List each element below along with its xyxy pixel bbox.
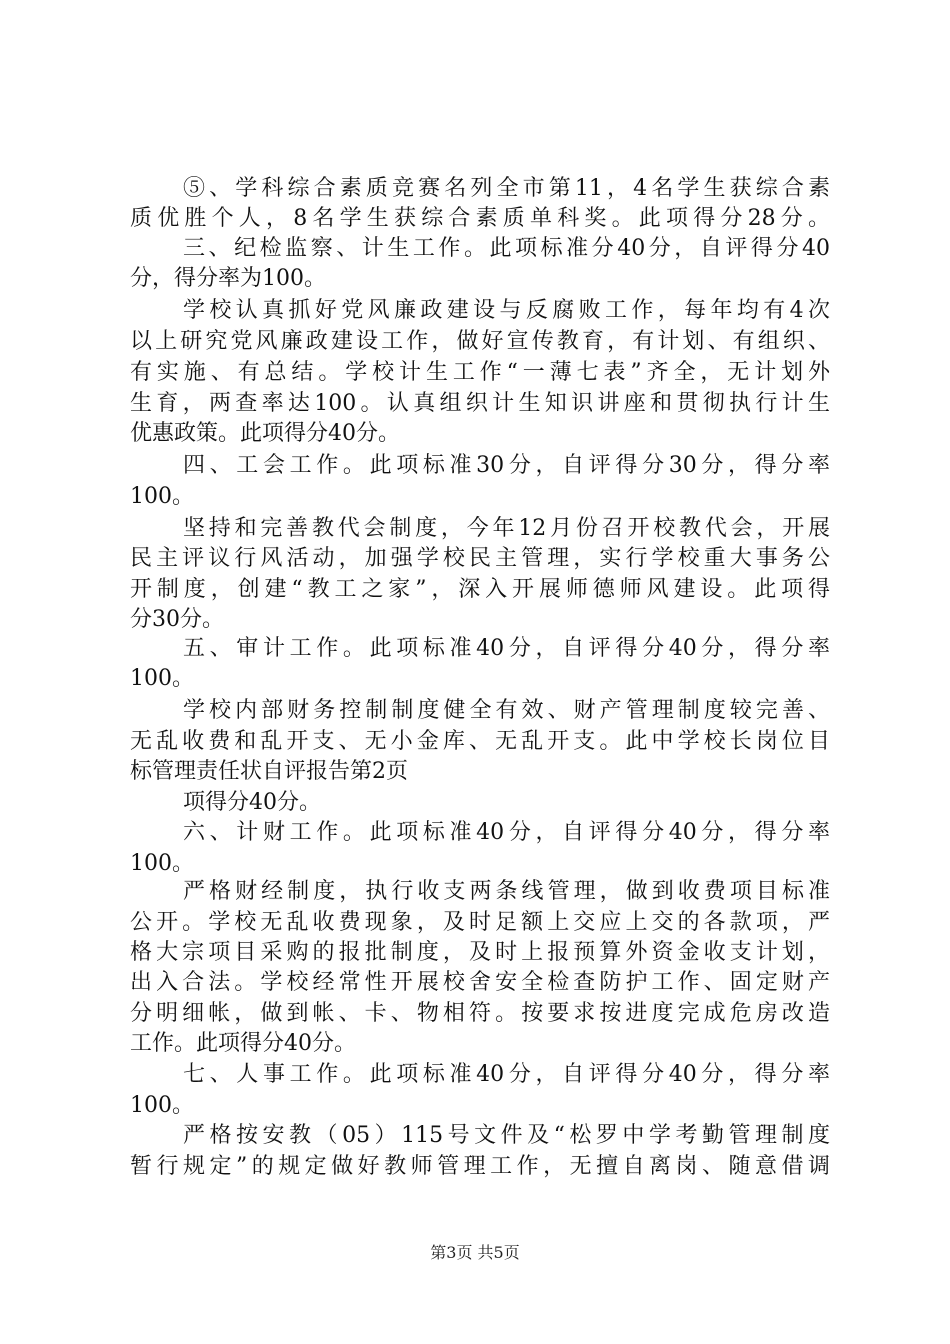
text-line: 民主评议行风活动，加强学校民主管理，实行学校重大事务公 bbox=[130, 546, 830, 571]
text-line: 三、纪检监察、计生工作。此项标准分40分，自评得分40 bbox=[183, 236, 830, 261]
text-line: 暂行规定”的规定做好教师管理工作，无擅自离岗、随意借调 bbox=[130, 1154, 830, 1179]
text-line: 分明细帐，做到帐、卡、物相符。按要求按进度完成危房改造 bbox=[130, 1001, 830, 1026]
text-line: 工作。此项得分40分。 bbox=[130, 1031, 356, 1056]
text-line: 严格财经制度，执行收支两条线管理，做到收费项目标准 bbox=[183, 879, 830, 904]
text-line: 100。 bbox=[130, 1093, 194, 1118]
text-line: 学校内部财务控制制度健全有效、财产管理制度较完善、 bbox=[183, 698, 830, 723]
text-line: 无乱收费和乱开支、无小金库、无乱开支。此中学校长岗位目 bbox=[130, 729, 830, 754]
text-line: 优惠政策。此项得分40分。 bbox=[130, 421, 400, 446]
text-line: 六、计财工作。此项标准40分，自评得分40分，得分率 bbox=[183, 820, 830, 845]
text-line: 质优胜个人，8名学生获综合素质单科奖。此项得分28分。 bbox=[130, 206, 830, 231]
page-footer: 第3页 共5页 bbox=[430, 1243, 520, 1262]
text-line: 学校认真抓好党风廉政建设与反腐败工作，每年均有4次 bbox=[183, 298, 830, 323]
text-line: 分，得分率为100。 bbox=[130, 266, 326, 291]
text-line: 严格按安教（05）115号文件及“松罗中学考勤管理制度 bbox=[183, 1123, 830, 1148]
text-line: 有实施、有总结。学校计生工作“一薄七表”齐全，无计划外 bbox=[130, 360, 830, 385]
text-line: 坚持和完善教代会制度，今年12月份召开校教代会，开展 bbox=[183, 516, 830, 541]
text-line: 100。 bbox=[130, 484, 194, 509]
text-line: ⑤、学科综合素质竞赛名列全市第11，4名学生获综合素 bbox=[183, 176, 830, 201]
text-line: 生育，两查率达100。认真组织计生知识讲座和贯彻执行计生 bbox=[130, 391, 830, 416]
text-line: 出入合法。学校经常性开展校舍安全检查防护工作、固定财产 bbox=[130, 970, 830, 995]
text-line: 开制度，创建“教工之家”，深入开展师德师风建设。此项得 bbox=[130, 577, 830, 602]
text-line: 项得分40分。 bbox=[183, 790, 321, 815]
text-line: 四、工会工作。此项标准30分，自评得分30分，得分率 bbox=[183, 453, 830, 478]
text-line: 100。 bbox=[130, 851, 194, 876]
text-line: 格大宗项目采购的报批制度，及时上报预算外资金收支计划， bbox=[130, 940, 830, 965]
text-line: 公开。学校无乱收费现象，及时足额上交应上交的各款项，严 bbox=[130, 910, 830, 935]
text-line: 五、审计工作。此项标准40分，自评得分40分，得分率 bbox=[183, 636, 830, 661]
text-line: 100。 bbox=[130, 666, 194, 691]
text-line: 标管理责任状自评报告第2页 bbox=[130, 759, 408, 784]
text-line: 以上研究党风廉政建设工作，做好宣传教育，有计划、有组织、 bbox=[130, 329, 830, 354]
text-line: 分30分。 bbox=[130, 607, 224, 632]
text-line: 七、人事工作。此项标准40分，自评得分40分，得分率 bbox=[183, 1062, 830, 1087]
